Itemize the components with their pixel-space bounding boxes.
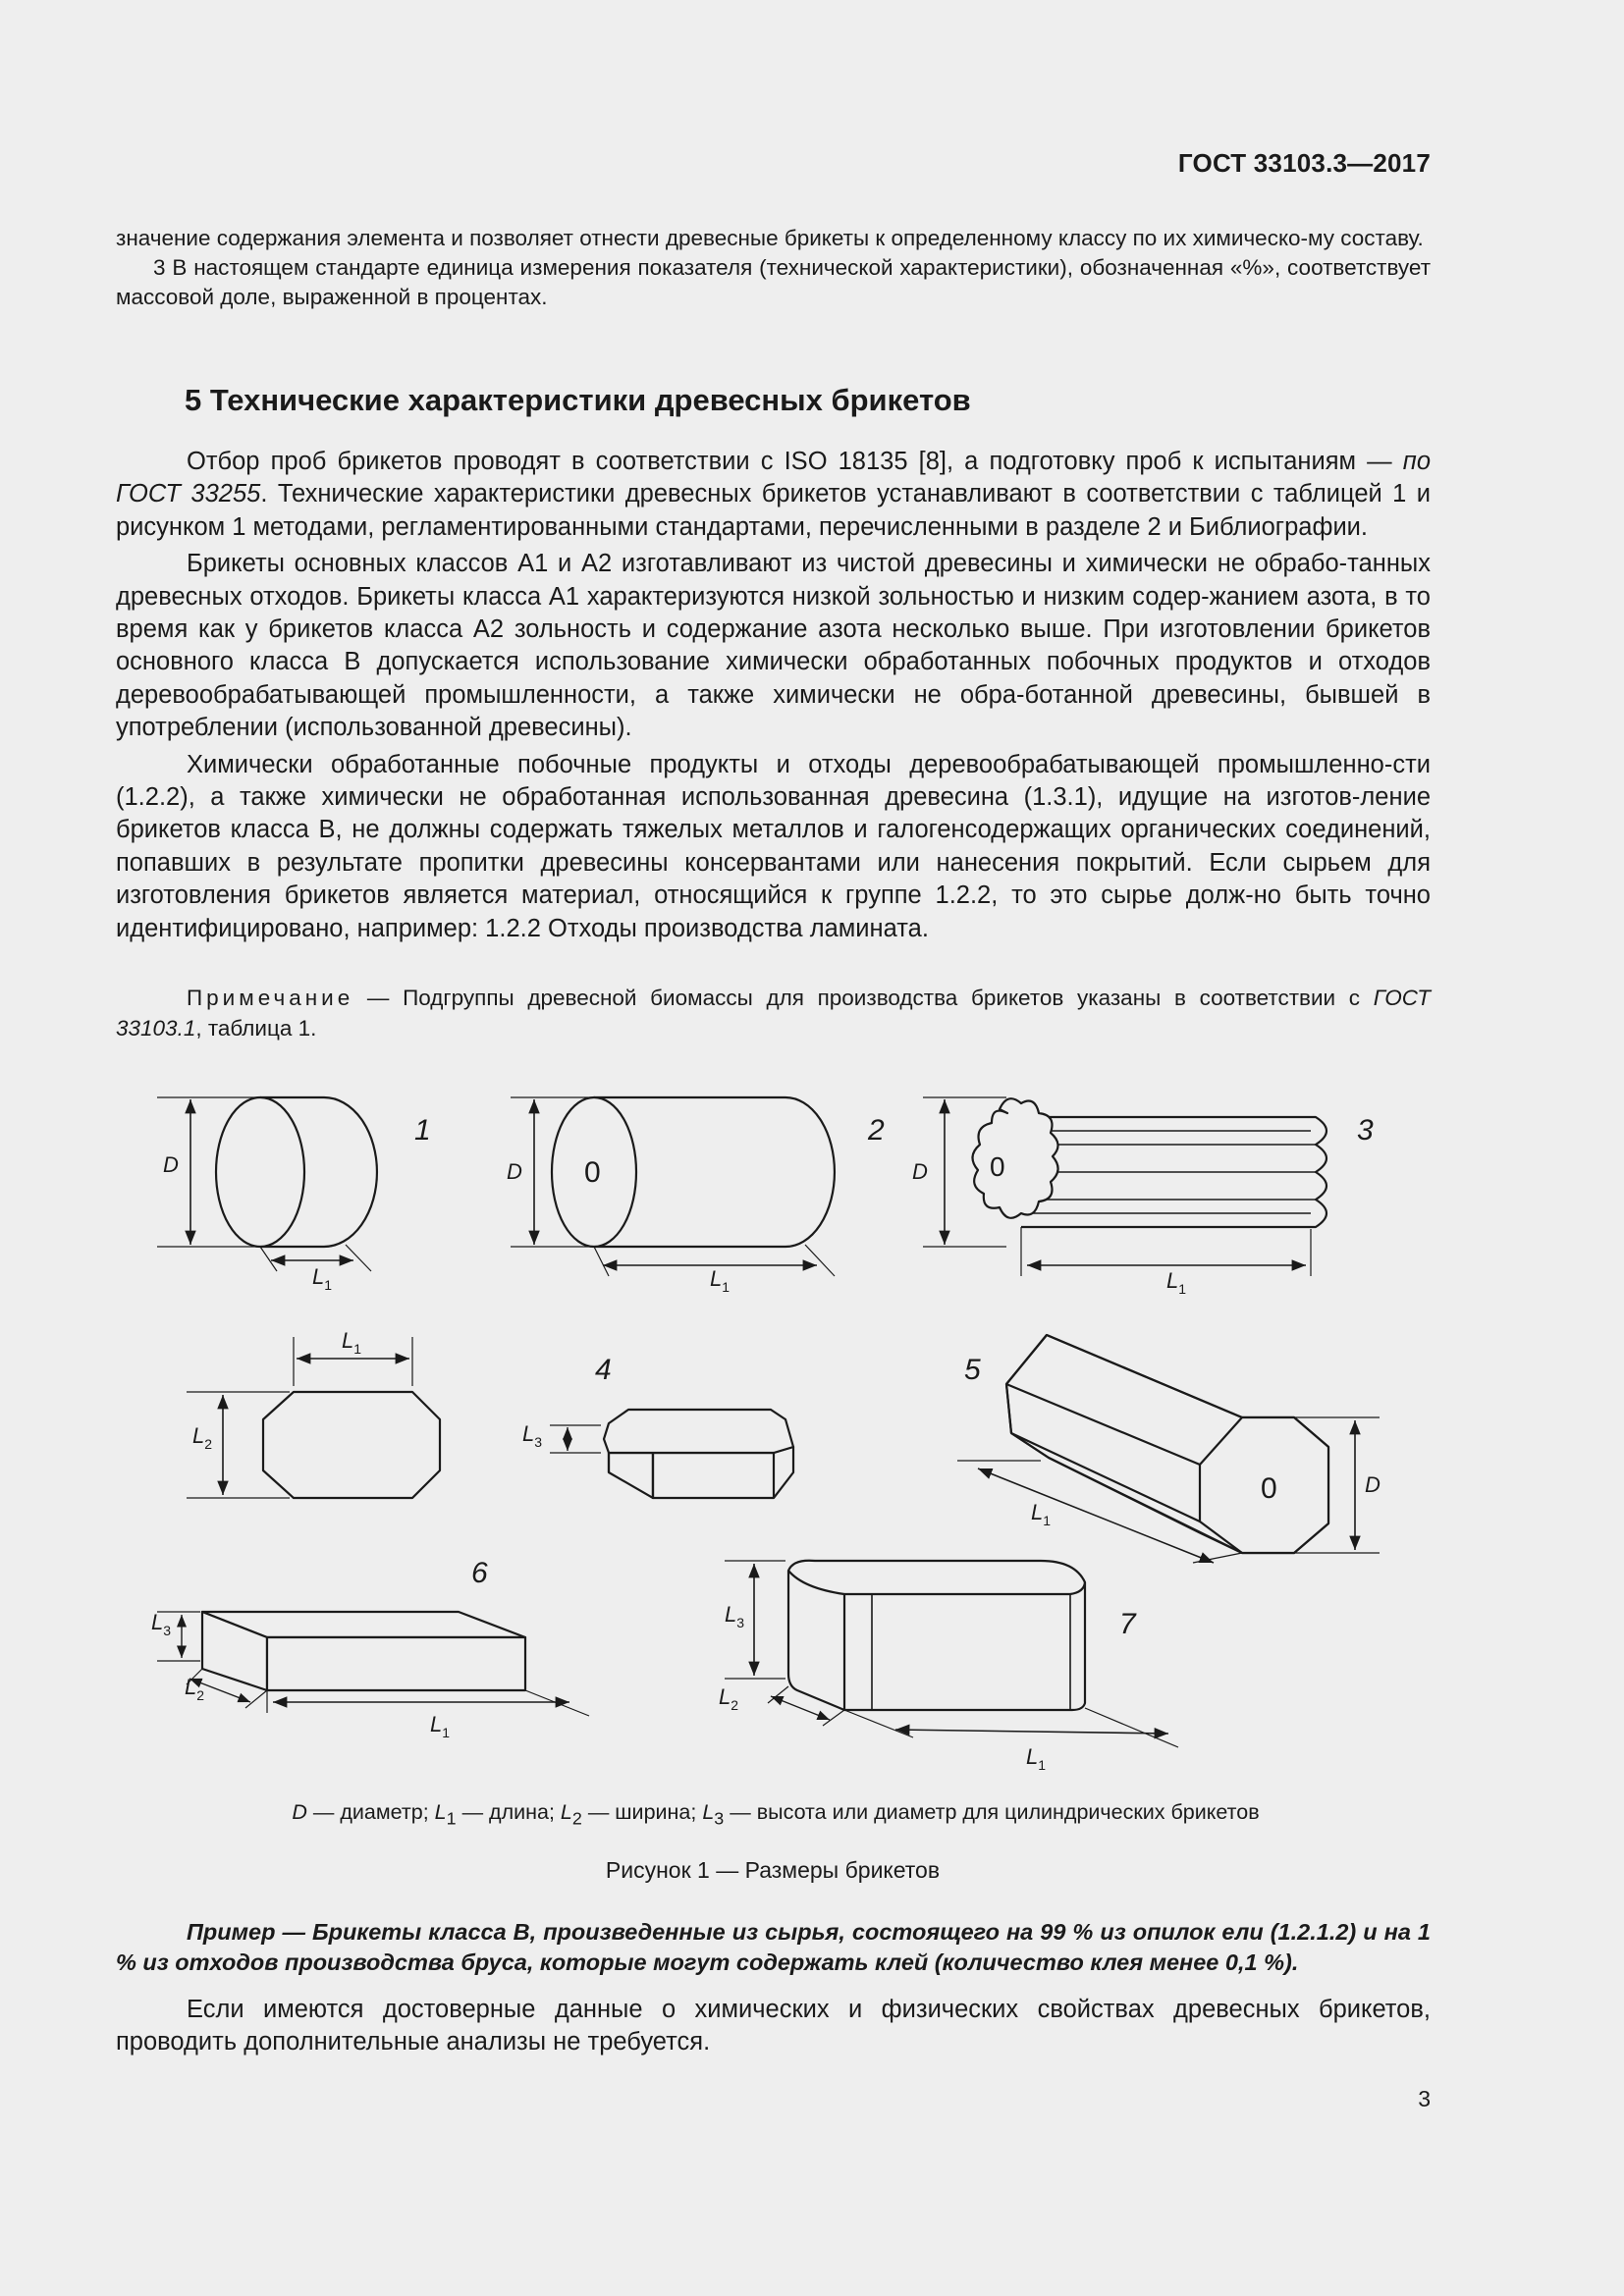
dim-l3-shape7: $L_3$ [725, 1602, 745, 1630]
paragraph-1 [116, 446, 1431, 544]
document-header: ГОСТ 33103.3—2017 [1177, 148, 1431, 178]
dim-l1-shape3: $L_1$ [1166, 1268, 1187, 1297]
note-text-a: — Подгруппы древесной биомассы для производства брикетов указаны в соответствии с [353, 986, 1374, 1010]
section-title: 5 Технические характеристики древесных брикетов [185, 383, 971, 417]
figure-caption: Рисунок 1 — Размеры брикетов [605, 1857, 941, 1883]
reference-gost-33255: по ГОСТ 33255 [116, 448, 1431, 508]
dim-l2-octagon: $L_2$ [192, 1423, 213, 1452]
intro-note-1: значение содержания элемента и позволяет отнести древесные брикеты к определенному классу по их химическо-му составу. [116, 226, 1424, 250]
dim-l2-shape6: $L_2$ [185, 1675, 205, 1703]
legend-l3-sub: 3 [714, 1808, 725, 1829]
legend-l3: L [702, 1800, 715, 1824]
shape-number-7: 7 [1119, 1608, 1136, 1640]
shape-1-short-cylinder [157, 1097, 377, 1271]
dim-l1-shape6: $L_1$ [430, 1712, 451, 1740]
legend-l3-text: — высота или диаметр для цилиндрических брикетов [724, 1800, 1260, 1824]
hole-mark-shape2: 0 [584, 1156, 601, 1189]
shape-number-5: 5 [964, 1354, 981, 1386]
shape-3-fluted-cylinder [923, 1097, 1326, 1276]
note-paragraph [116, 983, 1431, 1043]
dim-l1-shape7: $L_1$ [1026, 1744, 1047, 1773]
paragraph-2: Брикеты основных классов А1 и А2 изготавливают из чистой древесины и химически не обрабо-танных древесных отходов. Брикеты класса А1 характеризуются низкой зольностью и низким содер-жанием азота, в то время как у брикетов класса А2 зольность и содержание азота несколько выше. При изготовлении брикетов основного класса В допускается использование химически обработанных побочных продуктов и отходов деревообрабатывающей промышленности, а также химически не обра-ботанной древесины, бывшей в употреблении (использованной древесины). [116, 550, 1431, 742]
legend-l1-sub: 1 [446, 1808, 457, 1829]
shape-2-long-cylinder [511, 1097, 835, 1276]
closing-paragraph: Если имеются достоверные данные о химических и физических свойствах древесных брикетов, проводить дополнительные анализы не требуется. [116, 1996, 1431, 2056]
intro-note-2: 3 В настоящем стандарте единица измерения показателя (технической характеристики), обозначенная «%», соответствует массовой доле, выраженной в процентах. [116, 255, 1431, 309]
octagon-profile-shape [187, 1337, 440, 1498]
legend-l2-text: — ширина; [581, 1800, 703, 1824]
shape-number-1: 1 [414, 1114, 431, 1147]
legend-l1: L [434, 1800, 447, 1824]
shape-6-rectangular-bar [157, 1612, 589, 1716]
dim-l1-octagon: $L_1$ [342, 1328, 362, 1357]
shape-4-flat-octagonal [550, 1410, 793, 1498]
hole-mark-shape3: 0 [990, 1151, 1005, 1182]
reference-gost-33103-1: ГОСТ 33103.1 [116, 986, 1431, 1041]
shape-7-rounded-block [725, 1561, 1178, 1747]
note-text-b: , таблица 1. [195, 1016, 317, 1041]
paragraph-1-text-a: Отбор проб брикетов проводят в соответствии с ISO 18135 [8], а подготовку проб к испытаниям — [187, 448, 1392, 475]
example-paragraph: Пример — Брикеты класса В, произведенные из сырья, состоящего на 99 % из опилок ели (1.2.1.2) и на 1 % из отходов производства бруса, которые могут содержать клей (количество клея менее 0,1 %). [116, 1919, 1431, 1975]
dim-l3-shape4: $L_3$ [522, 1421, 543, 1450]
paragraph-1-text-b: . Технические характеристики древесных брикетов устанавливают в соответствии с таблицей 1 и рисунком 1 методами, регламентированными стандартами, перечисленными в разделе 2 и Библиографии. [116, 480, 1431, 541]
dim-l3-shape6: $L_3$ [151, 1610, 172, 1638]
legend-l1-text: — длина; [456, 1800, 561, 1824]
dim-d-2: D [507, 1159, 522, 1184]
dim-d-3: D [912, 1159, 928, 1184]
dim-l2-shape7: $L_2$ [719, 1684, 739, 1713]
legend-d-text: — диаметр; [306, 1800, 435, 1824]
paragraph-3: Химически обработанные побочные продукты и отходы деревообрабатывающей промышленно-сти (1.2.2), а также химически не обработанная использованная древесина (1.3.1), идущие на изготов-ление брикетов класса В, не должны содержать тяжелых металлов и галогенсодержащих органических соединений, попавших в результате пропитки древесины консервантами или нанесения покрытий. Если сырьем для изготовления брикетов является материал, относящийся к группе 1.2.2, то это сырье долж-но быть точно идентифицировано, например: 1.2.2 Отходы производства ламината. [116, 750, 1431, 942]
dim-l1-shape2: $L_1$ [710, 1266, 731, 1295]
shape-5-octagonal-prism [957, 1335, 1380, 1563]
dim-l1-shape1: $L_1$ [312, 1264, 333, 1293]
legend-l2: L [560, 1800, 572, 1824]
page-number: 3 [1418, 2086, 1431, 2111]
legend-l2-sub: 2 [571, 1808, 582, 1829]
dim-d-5: D [1365, 1472, 1380, 1497]
shape-number-4: 4 [595, 1354, 612, 1386]
note-label: Примечание [187, 986, 354, 1010]
briquette-dimensions-figure [0, 1070, 1624, 1796]
dim-d-1: D [163, 1152, 179, 1177]
intro-notes [116, 224, 1431, 312]
shape-number-3: 3 [1357, 1114, 1374, 1147]
legend-d: D [292, 1800, 307, 1824]
figure-legend [0, 1800, 1551, 1829]
shape-number-6: 6 [471, 1557, 488, 1589]
shape-number-2: 2 [868, 1114, 885, 1147]
note-block [116, 983, 1431, 1043]
section-body [116, 446, 1431, 945]
hole-mark-shape5: 0 [1261, 1472, 1277, 1505]
dim-l1-shape5: $L_1$ [1031, 1500, 1052, 1528]
